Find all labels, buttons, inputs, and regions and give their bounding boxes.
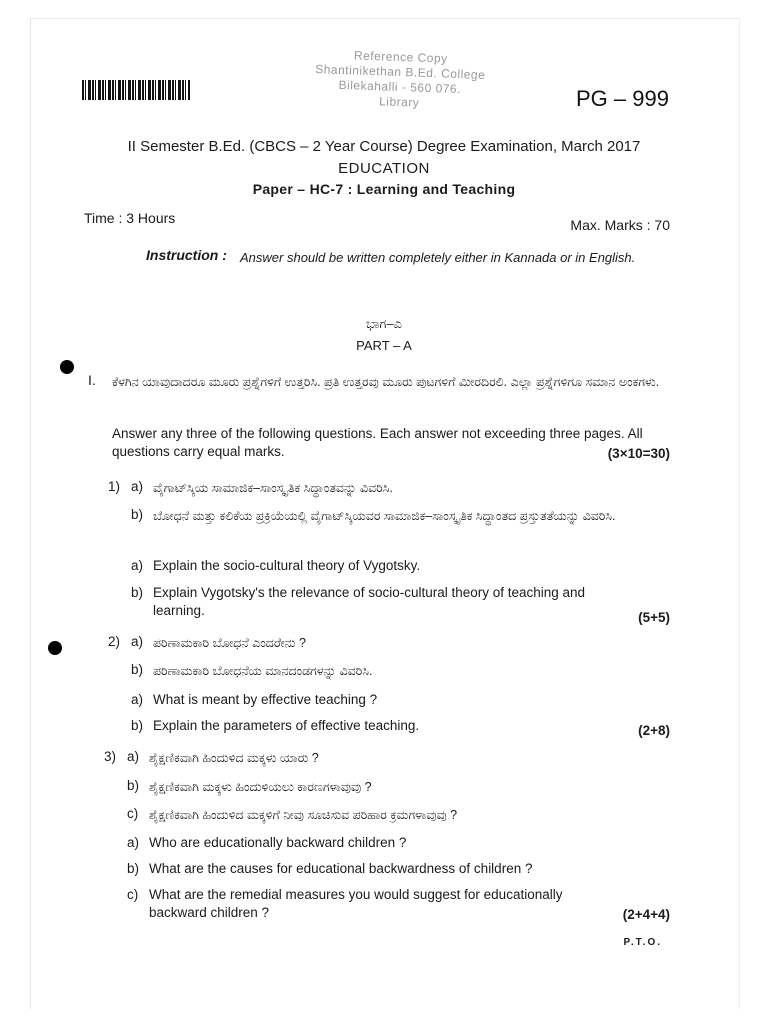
option-label: a) — [131, 634, 144, 649]
stamp-line: Library — [378, 94, 420, 110]
instruction-label: Instruction : — [146, 247, 227, 263]
barcode — [82, 80, 190, 100]
option-label: a) — [127, 835, 140, 850]
option-label: b) — [131, 718, 144, 733]
section-number: I. — [88, 372, 96, 388]
question-text-kannada: ಬೋಧನೆ ಮತ್ತು ಕಲಿಕೆಯ ಪ್ರಕ್ರಿಯೆಯಲ್ಲಿ ವೈಗಾಟ್‌ಸ್ಕಿಯವರ ಸಾಮಾಜಿಕ–ಸಾಂಸ್ಕೃತಿಕ ಸಿದ್ಧಾಂತದ ಪ್ರಸ್ತುತತೆಯನ್ನು ವಿವರಿಸಿ. — [153, 509, 616, 523]
option-label: b) — [127, 778, 140, 793]
question-number: 3) — [104, 749, 117, 764]
option-label: c) — [127, 806, 139, 821]
stamp-line: Bilekahalli - 560 076. — [338, 77, 462, 97]
part-english: PART – A — [356, 338, 412, 353]
question-marks: (2+8) — [638, 723, 670, 738]
section-instruction-english: Answer any three of the following questions. Each answer not exceeding three pages. All questions carry equal marks. — [112, 426, 643, 459]
option-label: b) — [131, 585, 144, 600]
paper-title: Paper – HC-7 : Learning and Teaching — [252, 181, 516, 197]
exam-title: II Semester B.Ed. (CBCS – 2 Year Course) Degree Examination, March 2017 — [127, 138, 641, 155]
section-marks: (3×10=30) — [607, 446, 670, 461]
subject-title: EDUCATION — [338, 160, 430, 177]
page-turn-note: P.T.O. — [623, 937, 662, 948]
question-text-kannada: ಶೈಕ್ಷಣಿಕವಾಗಿ ಮಕ್ಕಳು ಹಿಂದುಳಿಯಲು ಕಾರಣಗಳಾವುವು ? — [149, 780, 372, 794]
question-text-english: Who are educationally backward children ? — [149, 835, 407, 850]
stamp-line: Reference Copy — [353, 48, 448, 66]
question-number: 1) — [108, 479, 121, 494]
question-text-english: Explain the socio-cultural theory of Vygotsky. — [153, 558, 421, 573]
question-marks: (5+5) — [638, 610, 670, 625]
section-instruction-kannada: ಕೆಳಗಿನ ಯಾವುದಾದರೂ ಮೂರು ಪ್ರಶ್ನೆಗಳಿಗೆ ಉತ್ತರಿಸಿ. ಪ್ರತಿ ಉತ್ತರವು ಮೂರು ಪುಟಗಳಿಗೆ ಮೀರದಿರಲಿ. ಎಲ್ಲಾ ಪ್ರಶ್ನೆಗಳಿಗೂ ಸಮಾನ ಅಂಕಗಳು. — [112, 375, 660, 389]
question-text-english: What are the causes for educational backwardness of children ? — [149, 861, 533, 876]
question-marks: (2+4+4) — [622, 907, 670, 922]
question-text-kannada: ಶೈಕ್ಷಣಿಕವಾಗಿ ಹಿಂದುಳಿದ ಮಕ್ಕಳು ಯಾರು ? — [149, 751, 319, 765]
option-label: c) — [127, 887, 139, 902]
instruction-text: Answer should be written completely either in Kannada or in English. — [240, 250, 636, 265]
option-label: b) — [127, 861, 140, 876]
question-text-english: Explain the parameters of effective teaching. — [153, 718, 420, 733]
option-label: a) — [131, 692, 144, 707]
option-label: b) — [131, 662, 144, 677]
option-label: a) — [131, 558, 144, 573]
option-label: b) — [131, 507, 144, 522]
punch-hole — [60, 360, 74, 374]
question-text-kannada: ಪರಿಣಾಮಕಾರಿ ಬೋಧನೆ ಎಂದರೇನು ? — [153, 636, 306, 650]
punch-hole — [48, 641, 62, 655]
library-stamp — [299, 47, 501, 114]
option-label: a) — [127, 749, 140, 764]
question-text-english: What is meant by effective teaching ? — [153, 692, 378, 707]
question-text-kannada: ಶೈಕ್ಷಣಿಕವಾಗಿ ಹಿಂದುಳಿದ ಮಕ್ಕಳಿಗೆ ನೀವು ಸೂಚಿಸುವ ಪರಿಹಾರ ಕ್ರಮಗಳಾವುವು ? — [149, 808, 458, 822]
question-number: 2) — [108, 634, 121, 649]
stamp-line: Shantinikethan B.Ed. College — [315, 62, 486, 82]
max-marks: Max. Marks : 70 — [570, 217, 670, 233]
question-text-kannada: ಪರಿಣಾಮಕಾರಿ ಬೋಧನೆಯ ಮಾನದಂಡಗಳನ್ನು ವಿವರಿಸಿ. — [153, 664, 373, 678]
question-text-english: What are the remedial measures you would suggest for educationally backward children ? — [149, 887, 563, 920]
question-text-english: Explain Vygotsky's the relevance of socio-cultural theory of teaching and learning. — [153, 585, 586, 618]
time-duration: Time : 3 Hours — [84, 210, 176, 226]
option-label: a) — [131, 479, 144, 494]
question-text-kannada: ವೈಗಾಟ್‌ಸ್ಕಿಯ ಸಾಮಾಜಿಕ–ಸಾಂಸ್ಕೃತಿಕ ಸಿದ್ಧಾಂತವನ್ನು ವಿವರಿಸಿ. — [153, 481, 393, 495]
paper-code: PG – 999 — [576, 86, 669, 111]
part-kannada: ಭಾಗ–ಎ — [365, 316, 403, 331]
